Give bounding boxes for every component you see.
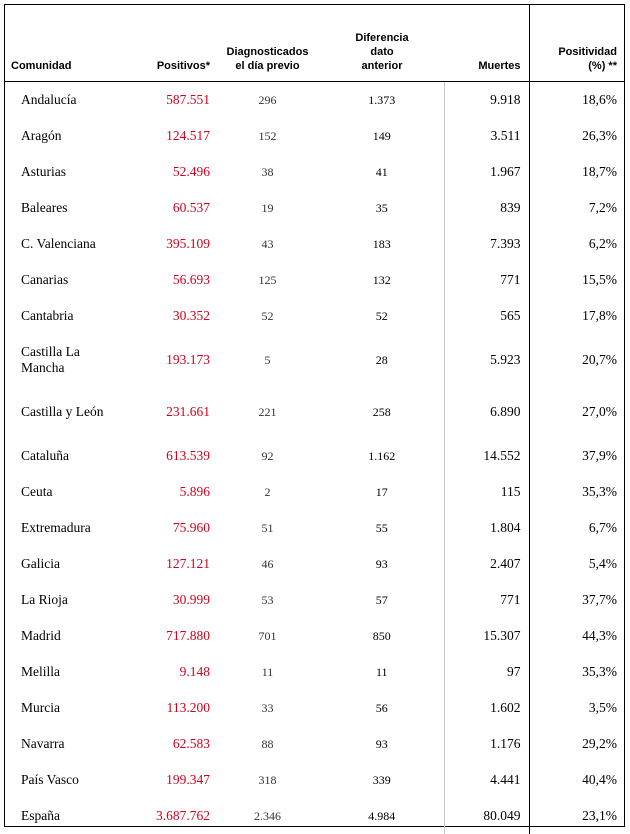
cell-positivos: 587.551 — [130, 82, 215, 119]
cell-diagnosticados: 88 — [215, 726, 320, 762]
cell-comunidad: Madrid — [5, 618, 130, 654]
cell-positividad: 27,0% — [529, 386, 624, 438]
cell-diferencia: 850 — [320, 618, 444, 654]
table-row — [5, 726, 624, 762]
table-row — [5, 262, 624, 298]
cell-diagnosticados: 701 — [215, 618, 320, 654]
cell-comunidad: C. Valenciana — [5, 226, 130, 262]
cell-comunidad: Andalucía — [5, 82, 130, 119]
cell-comunidad: Castilla y León — [5, 386, 130, 438]
cell-positivos: 127.121 — [130, 546, 215, 582]
cell-muertes: 80.049 — [444, 798, 529, 834]
header-diferencia-line-2: dato — [370, 46, 393, 58]
cell-positivos: 113.200 — [130, 690, 215, 726]
table-row — [5, 386, 624, 438]
cell-muertes: 5.923 — [444, 334, 529, 386]
cell-positividad: 6,7% — [529, 510, 624, 546]
cell-positivos: 199.347 — [130, 762, 215, 798]
cell-muertes: 6.890 — [444, 386, 529, 438]
header-diagnosticados — [215, 5, 320, 82]
cell-diagnosticados: 38 — [215, 154, 320, 190]
cell-diagnosticados: 152 — [215, 118, 320, 154]
cell-muertes: 14.552 — [444, 438, 529, 474]
header-diferencia-line-1: Diferencia — [355, 32, 408, 44]
cell-diferencia: 17 — [320, 474, 444, 510]
cell-diagnosticados: 92 — [215, 438, 320, 474]
cell-positividad: 18,6% — [529, 82, 624, 119]
cell-diferencia: 93 — [320, 726, 444, 762]
cell-comunidad: Murcia — [5, 690, 130, 726]
table-row — [5, 118, 624, 154]
cell-diagnosticados: 43 — [215, 226, 320, 262]
table-row — [5, 334, 624, 386]
cell-diagnosticados: 51 — [215, 510, 320, 546]
header-positividad — [529, 5, 624, 82]
cell-muertes: 15.307 — [444, 618, 529, 654]
cell-positividad: 18,7% — [529, 154, 624, 190]
cell-muertes: 771 — [444, 582, 529, 618]
table-header — [5, 5, 624, 82]
cell-comunidad: Cataluña — [5, 438, 130, 474]
table-body — [5, 82, 624, 834]
table-row — [5, 226, 624, 262]
header-positivos: Positivos* — [130, 5, 215, 82]
cell-positivos: 62.583 — [130, 726, 215, 762]
cell-muertes: 771 — [444, 262, 529, 298]
cell-comunidad: Galicia — [5, 546, 130, 582]
table-row — [5, 798, 624, 834]
header-diagnosticados-line-2: el día previo — [235, 60, 299, 72]
cell-diferencia: 11 — [320, 654, 444, 690]
cell-comunidad: País Vasco — [5, 762, 130, 798]
header-comunidad: Comunidad — [5, 5, 130, 82]
cell-comunidad: Extremadura — [5, 510, 130, 546]
cell-positivos: 52.496 — [130, 154, 215, 190]
cell-diagnosticados: 5 — [215, 334, 320, 386]
cell-comunidad: Baleares — [5, 190, 130, 226]
cell-positivos: 5.896 — [130, 474, 215, 510]
cell-positividad: 7,2% — [529, 190, 624, 226]
cell-positivos: 56.693 — [130, 262, 215, 298]
cell-muertes: 2.407 — [444, 546, 529, 582]
cell-muertes: 115 — [444, 474, 529, 510]
cell-comunidad: Asturias — [5, 154, 130, 190]
table-row — [5, 690, 624, 726]
cell-positividad: 26,3% — [529, 118, 624, 154]
header-diferencia-line-3: anterior — [362, 60, 403, 72]
cell-diferencia: 55 — [320, 510, 444, 546]
table-row — [5, 546, 624, 582]
header-positividad-line-1: Positividad — [558, 46, 617, 58]
table-row — [5, 298, 624, 334]
cell-positividad: 20,7% — [529, 334, 624, 386]
cell-positividad: 23,1% — [529, 798, 624, 834]
cell-positividad: 15,5% — [529, 262, 624, 298]
cell-diagnosticados: 296 — [215, 82, 320, 119]
cell-positivos: 231.661 — [130, 386, 215, 438]
cell-positividad: 37,7% — [529, 582, 624, 618]
cell-positividad: 35,3% — [529, 474, 624, 510]
cell-diferencia: 28 — [320, 334, 444, 386]
cell-comunidad: Castilla La Mancha — [5, 334, 130, 386]
cell-diagnosticados: 2.346 — [215, 798, 320, 834]
cell-positividad: 40,4% — [529, 762, 624, 798]
cell-positividad: 3,5% — [529, 690, 624, 726]
header-diagnosticados-line-1: Diagnosticados — [227, 46, 309, 58]
cell-comunidad: La Rioja — [5, 582, 130, 618]
cell-positivos: 3.687.762 — [130, 798, 215, 834]
cell-diagnosticados: 53 — [215, 582, 320, 618]
cell-diferencia: 35 — [320, 190, 444, 226]
cell-diferencia: 56 — [320, 690, 444, 726]
header-muertes: Muertes — [444, 5, 529, 82]
cell-positivos: 60.537 — [130, 190, 215, 226]
cell-diagnosticados: 221 — [215, 386, 320, 438]
table-row — [5, 438, 624, 474]
table-row — [5, 154, 624, 190]
cell-positividad: 17,8% — [529, 298, 624, 334]
cell-comunidad: Cantabria — [5, 298, 130, 334]
table-row — [5, 654, 624, 690]
cell-comunidad: Canarias — [5, 262, 130, 298]
cell-diagnosticados: 125 — [215, 262, 320, 298]
cell-diagnosticados: 46 — [215, 546, 320, 582]
data-table — [5, 5, 624, 834]
cell-diferencia: 149 — [320, 118, 444, 154]
cell-diferencia: 93 — [320, 546, 444, 582]
cell-muertes: 1.967 — [444, 154, 529, 190]
cell-muertes: 97 — [444, 654, 529, 690]
cell-positivos: 613.539 — [130, 438, 215, 474]
cell-positivos: 717.880 — [130, 618, 215, 654]
cell-diferencia: 1.162 — [320, 438, 444, 474]
table-row — [5, 474, 624, 510]
table-row — [5, 190, 624, 226]
cell-positivos: 75.960 — [130, 510, 215, 546]
header-positividad-line-2: (%) ** — [588, 60, 617, 72]
cell-diagnosticados: 2 — [215, 474, 320, 510]
covid-data-table — [4, 4, 625, 827]
cell-diagnosticados: 11 — [215, 654, 320, 690]
cell-diagnosticados: 19 — [215, 190, 320, 226]
cell-positivos: 30.999 — [130, 582, 215, 618]
cell-muertes: 4.441 — [444, 762, 529, 798]
cell-diferencia: 52 — [320, 298, 444, 334]
cell-diagnosticados: 52 — [215, 298, 320, 334]
cell-diferencia: 339 — [320, 762, 444, 798]
cell-muertes: 9.918 — [444, 82, 529, 119]
cell-diferencia: 132 — [320, 262, 444, 298]
table-row — [5, 618, 624, 654]
cell-comunidad: Ceuta — [5, 474, 130, 510]
table-row — [5, 82, 624, 119]
cell-diferencia: 258 — [320, 386, 444, 438]
cell-muertes: 839 — [444, 190, 529, 226]
cell-positividad: 6,2% — [529, 226, 624, 262]
cell-diferencia: 4.984 — [320, 798, 444, 834]
cell-diagnosticados: 318 — [215, 762, 320, 798]
cell-positividad: 35,3% — [529, 654, 624, 690]
cell-positivos: 30.352 — [130, 298, 215, 334]
table-row — [5, 762, 624, 798]
cell-positivos: 395.109 — [130, 226, 215, 262]
cell-positividad: 5,4% — [529, 546, 624, 582]
cell-diferencia: 1.373 — [320, 82, 444, 119]
table-row — [5, 582, 624, 618]
cell-muertes: 7.393 — [444, 226, 529, 262]
cell-muertes: 1.176 — [444, 726, 529, 762]
cell-muertes: 565 — [444, 298, 529, 334]
cell-diferencia: 41 — [320, 154, 444, 190]
cell-muertes: 3.511 — [444, 118, 529, 154]
cell-muertes: 1.804 — [444, 510, 529, 546]
cell-positividad: 37,9% — [529, 438, 624, 474]
header-diferencia — [320, 5, 444, 82]
cell-comunidad: España — [5, 798, 130, 834]
table-row — [5, 510, 624, 546]
cell-comunidad: Aragón — [5, 118, 130, 154]
cell-positivos: 124.517 — [130, 118, 215, 154]
cell-diferencia: 57 — [320, 582, 444, 618]
cell-positividad: 44,3% — [529, 618, 624, 654]
cell-comunidad: Navarra — [5, 726, 130, 762]
cell-positivos: 193.173 — [130, 334, 215, 386]
cell-muertes: 1.602 — [444, 690, 529, 726]
cell-diagnosticados: 33 — [215, 690, 320, 726]
cell-positivos: 9.148 — [130, 654, 215, 690]
cell-diferencia: 183 — [320, 226, 444, 262]
cell-comunidad: Melilla — [5, 654, 130, 690]
cell-positividad: 29,2% — [529, 726, 624, 762]
